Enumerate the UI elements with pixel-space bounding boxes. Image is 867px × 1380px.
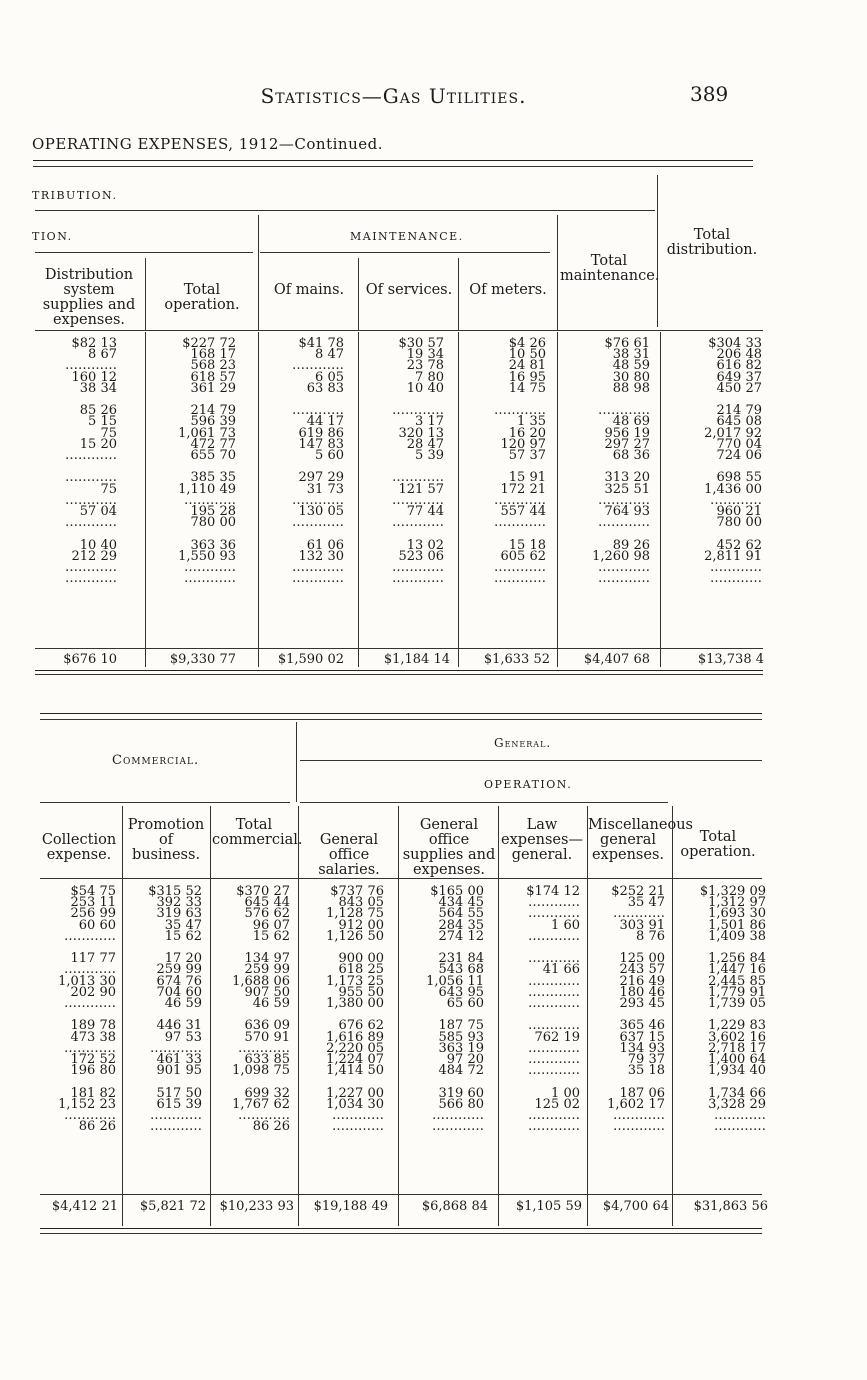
total-of-services: $1,184 14	[383, 652, 450, 667]
col-head-of-meters: Of meters.	[469, 282, 547, 298]
total-misc: $4,700 64	[602, 1199, 669, 1214]
total-of-mains: $1,590 02	[277, 652, 344, 667]
col-head-total-commercial: Total commercial.	[212, 817, 303, 848]
col-total-operation-general-values: $1,329 09 1,312 97 1,693 30 1,501 86 1,409 38 1,256 84 1,447 16 2,445 85 1,779 91 1,739 05 1,229 83 3,602 16 2,718 17 1,400 64 1,934 40 1,734 66 3,328 29 ………… …………	[699, 884, 766, 1135]
body-divider-4	[458, 332, 459, 667]
col-head-total-operation-general: Total operation.	[680, 829, 756, 860]
b-divider-5	[498, 806, 499, 1226]
total-total-operation-general: $31,863 56	[693, 1199, 768, 1214]
group-distribution-label: TRIBUTION.	[32, 189, 118, 202]
b-header-bottom-rule	[40, 878, 762, 879]
total-distribution-supplies: $676 10	[63, 652, 117, 667]
col-head-distribution-supplies: Distribution system supplies and expenses.	[42, 267, 136, 328]
total-general-supplies: $6,868 84	[421, 1199, 488, 1214]
group-general-label: General.	[494, 736, 552, 750]
total-total-commercial: $10,233 93	[219, 1199, 294, 1214]
b-divider-1	[122, 806, 123, 1226]
total-of-meters: $1,633 52	[483, 652, 550, 667]
body-divider-6	[660, 332, 661, 667]
col-head-law-expenses: Law expenses—general.	[501, 817, 583, 863]
col-of-meters-values: $4 26 10 50 24 81 16 95 14 75 ………… 1 35 16 20 120 97 57 37 15 91 172 21 ………… 557 44 ………… 15 18 605 62 ………… …………	[494, 336, 546, 587]
total-general-salaries: $19,188 49	[313, 1199, 388, 1214]
maintenance-underline	[260, 252, 550, 253]
col-promotion-values: $315 52 392 33 319 63 35 47 15 62 17 20 259 99 674 76 704 60 46 59 446 31 97 53 ………… 461 33 901 95 517 50 615 39 ………… …………	[148, 884, 202, 1135]
col-divider-4	[458, 258, 459, 330]
col-head-of-services: Of services.	[365, 282, 453, 298]
section-title: OPERATING EXPENSES, 1912—Continued.	[32, 135, 383, 153]
col-divider-1	[145, 258, 146, 330]
group-operation-general-label: OPERATION.	[484, 778, 573, 791]
col-total-operation-values: $227 72 168 17 568 23 618 57 361 29 214 79 596 39 1,061 73 472 77 655 70 385 35 1,110 49 ………… 195 28 780 00 363 36 1,550 93 ………… …………	[178, 336, 236, 587]
operation-underline	[35, 252, 253, 253]
b-table-end-rule-2	[40, 1233, 762, 1234]
bottom-top-rule-2	[40, 719, 762, 720]
b-divider-7	[672, 806, 673, 1226]
total-total-distribution: $13,738 4	[697, 652, 764, 667]
col-head-general-office-supplies: General office supplies and expenses.	[402, 817, 496, 878]
col-head-total-maintenance: Total maintenance.	[560, 253, 660, 284]
b-divider-3	[298, 806, 299, 1226]
table-end-rule-2	[35, 674, 763, 675]
total-law: $1,105 59	[515, 1199, 582, 1214]
col-total-maintenance-values: $76 61 38 31 48 59 30 80 88 98 ………… 48 69 956 19 297 27 68 36 313 20 325 51 ………… 764 93 ………… 89 26 1,260 98 ………… …………	[592, 336, 650, 587]
totals-rule	[35, 648, 763, 649]
group-commercial-label: Commercial.	[112, 753, 200, 768]
group-operation-label: TION.	[32, 230, 73, 243]
b-table-end-rule	[40, 1228, 762, 1229]
distribution-underline	[35, 210, 655, 211]
col-misc-values: $252 21 35 47 ………… 303 91 8 76 125 00 243 57 216 49 180 46 293 45 365 46 637 15 134 93 79 37 35 18 187 06 1,602 17 ………… …………	[607, 884, 665, 1135]
col-collection-values: $54 75 253 11 256 99 60 60 ………… 117 77 ………… 1,013 30 202 90 ………… 189 78 473 38 ………… 172 52 196 80 181 82 1,152 23 ………… 86 26	[58, 884, 116, 1135]
col-divider-2	[258, 215, 259, 330]
total-total-maintenance: $4,407 68	[583, 652, 650, 667]
col-of-services-values: $30 57 19 34 23 78 7 80 10 40 ………… 3 17 320 13 28 47 5 39 ………… 121 57 ………… 77 44 ………… 13 02 523 06 ………… …………	[392, 336, 444, 587]
col-head-promotion: Promotion of business.	[127, 817, 205, 863]
total-collection: $4,412 21	[51, 1199, 118, 1214]
col-head-total-distribution: Total distribution.	[666, 227, 758, 258]
header-bottom-rule	[35, 330, 763, 331]
col-divider-5	[557, 215, 558, 330]
b-divider-6	[587, 806, 588, 1226]
page-number: 389	[690, 82, 729, 106]
operation-underline-general	[300, 802, 668, 803]
col-total-commercial-values: $370 27 645 44 576 62 96 07 15 62 134 97 259 99 1,688 06 907 50 46 59 636 09 570 91 ………… 633 85 1,098 75 699 32 1,767 62 ………… 86 26	[232, 884, 290, 1135]
group-maintenance-label: MAINTENANCE.	[350, 230, 464, 243]
col-general-salaries-values: $737 76 843 05 1,128 75 912 00 1,126 50 900 00 618 25 1,173 25 955 50 1,380 00 676 62 1,616 89 2,220 05 1,224 07 1,414 50 1,227 00 1,034 30 ………… …………	[326, 884, 384, 1135]
table-end-rule	[35, 670, 763, 671]
col-distribution-supplies-values: $82 13 8 67 ………… 160 12 38 34 85 26 5 15 75 15 20 ………… ………… 75 ………… 57 04 ………… 10 40 212 29 ………… …………	[65, 336, 117, 587]
bottom-top-rule	[40, 713, 762, 714]
col-of-mains-values: $41 78 8 47 ………… 6 05 63 83 ………… 44 17 619 86 147 83 5 60 297 29 31 73 ………… 130 05 ………… 61 06 132 30 ………… …………	[292, 336, 344, 587]
body-divider-1	[145, 332, 146, 667]
col-head-of-mains: Of mains.	[273, 282, 345, 298]
b-divider-2	[210, 806, 211, 1226]
general-underline	[300, 760, 762, 761]
body-divider-5	[557, 332, 558, 667]
commercial-underline	[40, 802, 290, 803]
col-total-distribution-values: $304 33 206 48 616 82 649 37 450 27 214 79 645 08 2,017 92 770 04 724 06 698 55 1,436 00 ………… 960 21 780 00 452 62 2,811 91 ………… …………	[704, 336, 762, 587]
col-law-values: $174 12 ………… ………… 1 60 ………… ………… 41 66 ………… ………… ………… ………… 762 19 ………… ………… ………… 1 00 125 02 ………… …………	[526, 884, 580, 1135]
col-head-total-operation: Total operation.	[164, 282, 240, 313]
running-title: Statistics—Gas Utilities.	[260, 84, 527, 108]
col-head-miscellaneous: Miscellaneous general expenses.	[588, 817, 693, 863]
b-totals-rule	[40, 1194, 762, 1195]
top-rule	[33, 160, 753, 161]
top-rule-2	[33, 166, 753, 167]
col-head-general-office-salaries: General office salaries.	[318, 832, 380, 878]
b-divider-4	[398, 806, 399, 1226]
col-head-collection-expense: Collection expense.	[41, 832, 117, 863]
col-general-supplies-values: $165 00 434 45 564 55 284 35 274 12 231 84 543 68 1,056 11 643 95 65 60 187 75 585 93 363 19 97 20 484 72 319 60 566 80 ………… …………	[426, 884, 484, 1135]
body-divider-3	[358, 332, 359, 667]
divider-total-distribution	[657, 175, 658, 327]
total-total-operation: $9,330 77	[169, 652, 236, 667]
commercial-general-divider	[296, 722, 297, 802]
total-promotion: $5,821 72	[139, 1199, 206, 1214]
body-divider-2	[258, 332, 259, 667]
col-divider-3	[358, 258, 359, 330]
